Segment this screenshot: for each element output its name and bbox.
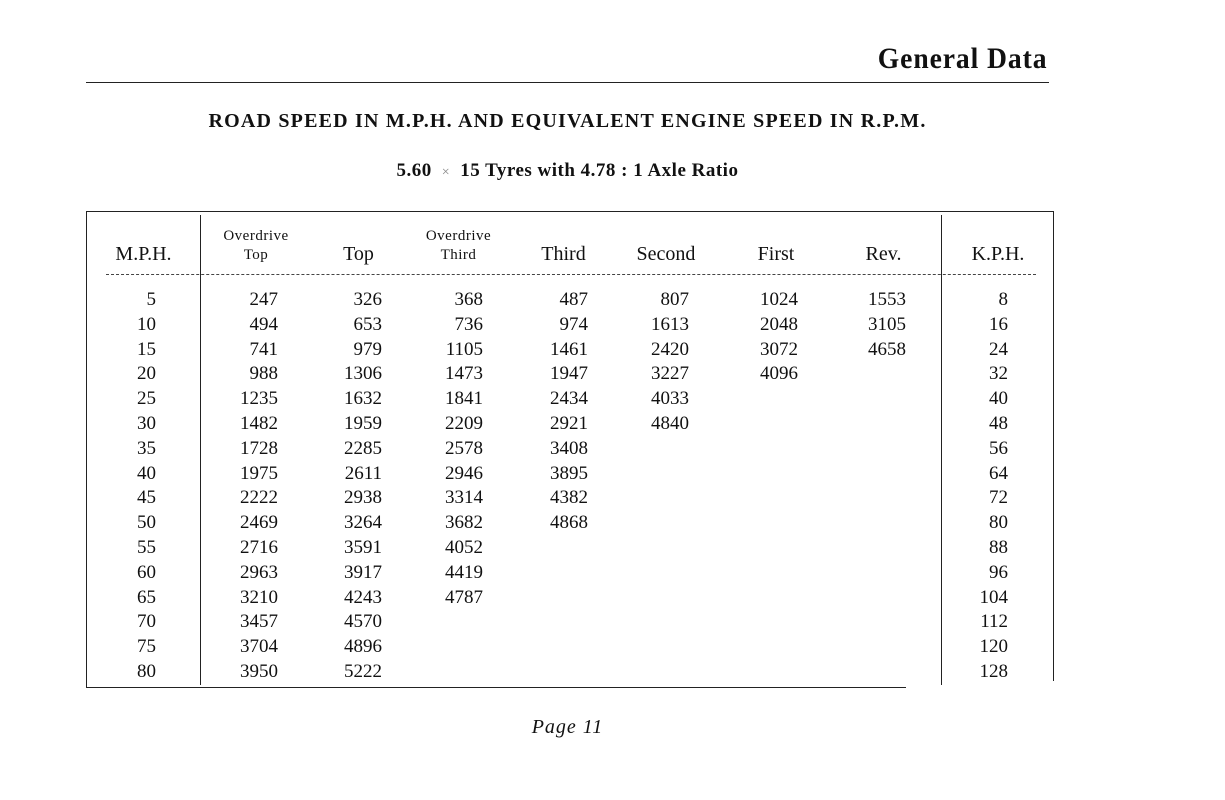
table-cell: 15: [137, 338, 156, 360]
table-cell: 2716: [240, 536, 278, 558]
column-header: [741, 221, 811, 265]
column-header-label: Second: [636, 243, 696, 265]
table-cell: 120: [979, 636, 1008, 658]
table-cell: 1841: [445, 388, 483, 410]
table-cell: 2469: [240, 512, 278, 534]
table-cell: 4787: [445, 586, 483, 608]
table-cell: 3314: [445, 487, 483, 509]
table-cell: [636, 660, 689, 685]
column-divider-kph: [941, 215, 942, 685]
table-cell: 128: [979, 660, 1008, 682]
table-border-right: [1053, 211, 1054, 681]
table-cell: [854, 610, 906, 635]
table-cell: [636, 561, 689, 586]
table-cell: [746, 387, 798, 412]
table-cell: 5222: [344, 660, 382, 682]
table-cell: [431, 660, 483, 685]
table-cell: [854, 586, 906, 611]
table-cell: 2222: [240, 487, 278, 509]
table-cell: 3895: [550, 462, 588, 484]
table-cell: 60: [137, 561, 156, 583]
table-cell: [746, 561, 798, 586]
column-header: [206, 221, 306, 265]
column-header: [526, 221, 601, 265]
table-cell: 75: [137, 636, 156, 658]
table-cell: [431, 610, 483, 635]
table-cell: 3227: [651, 363, 689, 385]
table-cell: 3950: [240, 660, 278, 682]
column-header: [846, 221, 921, 265]
column-header: [321, 221, 396, 265]
table-cell: [636, 635, 689, 660]
table-cell: 2921: [550, 412, 588, 434]
table-cell: 4896: [344, 636, 382, 658]
table-cell: [536, 660, 588, 685]
table-cell: 16: [989, 313, 1008, 335]
table-cell: [636, 486, 689, 511]
table-cell: [536, 635, 588, 660]
table-cell: 494: [249, 313, 278, 335]
table-cell: 4419: [445, 561, 483, 583]
tyre-size-a: 5.60: [396, 160, 432, 181]
table-cell: 3591: [344, 536, 382, 558]
table-cell: [431, 635, 483, 660]
table-cell: 2946: [445, 462, 483, 484]
table-cell: 3682: [445, 512, 483, 534]
column-header-label: K.P.H.: [971, 243, 1025, 265]
table-cell: 3704: [240, 636, 278, 658]
table-cell: 3210: [240, 586, 278, 608]
table-cell: 65: [137, 586, 156, 608]
table-cell: 8: [998, 289, 1008, 310]
column-header-label: Top: [243, 247, 269, 263]
table-cell: 104: [979, 586, 1008, 608]
table-cell: 32: [989, 363, 1008, 385]
table-cell: 741: [249, 338, 278, 360]
table-cell: 736: [454, 313, 483, 335]
table-cell: [746, 536, 798, 561]
table-cell: 3105: [868, 313, 906, 335]
header-rule: [86, 82, 1049, 83]
table-cell: 4868: [550, 512, 588, 534]
table-cell: 1024: [760, 289, 798, 310]
table-cell: 88: [989, 536, 1008, 558]
table-cell: 4243: [344, 586, 382, 608]
table-cell: [854, 635, 906, 660]
table-cell: [746, 511, 798, 536]
column-header-label: Third: [440, 247, 477, 263]
table-cell: [746, 610, 798, 635]
table-cell: 4570: [344, 611, 382, 633]
table-cell: 45: [137, 487, 156, 509]
table-cell: 974: [559, 313, 588, 335]
table-cell: 1613: [651, 313, 689, 335]
table-cell: 24: [989, 338, 1008, 360]
table-cell: 5: [146, 289, 156, 310]
table-cell: 4658: [868, 338, 906, 360]
table-cell: 807: [660, 289, 689, 310]
column-divider-mph: [200, 215, 201, 685]
table-border-left: [86, 211, 87, 688]
table-cell: 2578: [445, 437, 483, 459]
table-border-top: [86, 211, 1054, 212]
table-cell: 4840: [651, 412, 689, 434]
table-cell: [636, 610, 689, 635]
table-cell: 368: [454, 289, 483, 310]
table-cell: 1105: [445, 338, 483, 360]
header-underline: [106, 274, 1036, 275]
table-cell: 112: [980, 611, 1008, 633]
table-border-bottom: [86, 687, 906, 688]
table-cell: [746, 412, 798, 437]
table-cell: 70: [137, 611, 156, 633]
table-cell: 2048: [760, 313, 798, 335]
table-cell: 1728: [240, 437, 278, 459]
table-cell: [854, 486, 906, 511]
table-cell: [746, 437, 798, 462]
table-cell: [636, 536, 689, 561]
table-cell: 1553: [868, 289, 906, 310]
table-cell: 10: [137, 313, 156, 335]
table-cell: [536, 610, 588, 635]
table-cell: [854, 561, 906, 586]
column-header: [621, 221, 711, 265]
section-title: General Data: [877, 42, 1047, 75]
table-cell: [854, 437, 906, 462]
column-header-line1: Overdrive: [425, 228, 492, 244]
table-cell: 2209: [445, 412, 483, 434]
table-cell: 2963: [240, 561, 278, 583]
table-cell: 2434: [550, 388, 588, 410]
table-cell: 64: [989, 462, 1008, 484]
table-cell: [536, 561, 588, 586]
table-cell: [536, 536, 588, 561]
table-cell: 2938: [344, 487, 382, 509]
table-cell: [636, 511, 689, 536]
table-cell: [854, 660, 906, 685]
table-cell: 72: [989, 487, 1008, 509]
table-cell: [746, 486, 798, 511]
times-symbol: ×: [441, 165, 451, 180]
table-cell: 988: [249, 363, 278, 385]
table-cell: 40: [137, 462, 156, 484]
column-header-label: Rev.: [865, 243, 902, 265]
table-cell: 1975: [240, 462, 278, 484]
table-cell: 40: [989, 388, 1008, 410]
table-cell: 247: [249, 289, 278, 310]
table-cell: 80: [137, 660, 156, 682]
table-cell: 20: [137, 363, 156, 385]
table-cell: 2420: [651, 338, 689, 360]
table-cell: 1632: [344, 388, 382, 410]
table-cell: [536, 586, 588, 611]
table-cell: 3072: [760, 338, 798, 360]
table-subtitle: [0, 160, 1135, 182]
table-cell: 1482: [240, 412, 278, 434]
table-cell: 1959: [344, 412, 382, 434]
table-cell: 979: [353, 338, 382, 360]
table-cell: 3408: [550, 437, 588, 459]
table-cell: 35: [137, 437, 156, 459]
column-header-label: Third: [541, 243, 586, 265]
table-cell: [636, 437, 689, 462]
table-title: ROAD SPEED IN M.P.H. AND EQUIVALENT ENGINE SPEED IN R.P.M.: [208, 110, 927, 132]
table-cell: 4382: [550, 487, 588, 509]
column-header-label: First: [757, 243, 795, 265]
table-cell: 96: [989, 561, 1008, 583]
table-cell: [746, 635, 798, 660]
speed-table: [86, 211, 1054, 688]
table-cell: 4052: [445, 536, 483, 558]
table-cell: 30: [137, 412, 156, 434]
table-cell: 3917: [344, 561, 382, 583]
table-cell: [636, 586, 689, 611]
table-cell: 4096: [760, 363, 798, 385]
column-header-line1: Overdrive: [223, 228, 289, 244]
table-cell: 487: [559, 289, 588, 310]
table-cell: [746, 462, 798, 487]
table-cell: 2285: [344, 437, 382, 459]
table-cell: [854, 362, 906, 387]
table-cell: [854, 462, 906, 487]
column-header-label: M.P.H.: [115, 243, 172, 265]
column-header: [948, 221, 1048, 265]
table-cell: 1473: [445, 363, 483, 385]
table-cell: 25: [137, 388, 156, 410]
table-cell: 4033: [651, 388, 689, 410]
table-cell: 1461: [550, 338, 588, 360]
table-cell: 1947: [550, 363, 588, 385]
column-header: [96, 221, 191, 265]
tyre-spec: 15 Tyres with 4.78 : 1 Axle Ratio: [460, 160, 739, 181]
table-cell: 55: [137, 536, 156, 558]
page-number: Page 11: [531, 716, 604, 738]
table-cell: 3264: [344, 512, 382, 534]
table-cell: 653: [353, 313, 382, 335]
table-cell: [636, 462, 689, 487]
table-cell: [854, 536, 906, 561]
table-cell: 326: [353, 289, 382, 310]
column-header: [411, 221, 506, 265]
table-cell: 1235: [240, 388, 278, 410]
table-cell: 50: [137, 512, 156, 534]
table-cell: [854, 412, 906, 437]
table-cell: [746, 660, 798, 685]
table-cell: 1306: [344, 363, 382, 385]
table-cell: 56: [989, 437, 1008, 459]
table-cell: [746, 586, 798, 611]
table-cell: 48: [989, 412, 1008, 434]
table-cell: [854, 511, 906, 536]
table-cell: 80: [989, 512, 1008, 534]
column-header-label: Top: [343, 243, 374, 265]
table-cell: 3457: [240, 611, 278, 633]
table-cell: 2611: [344, 462, 382, 484]
table-cell: [854, 387, 906, 412]
